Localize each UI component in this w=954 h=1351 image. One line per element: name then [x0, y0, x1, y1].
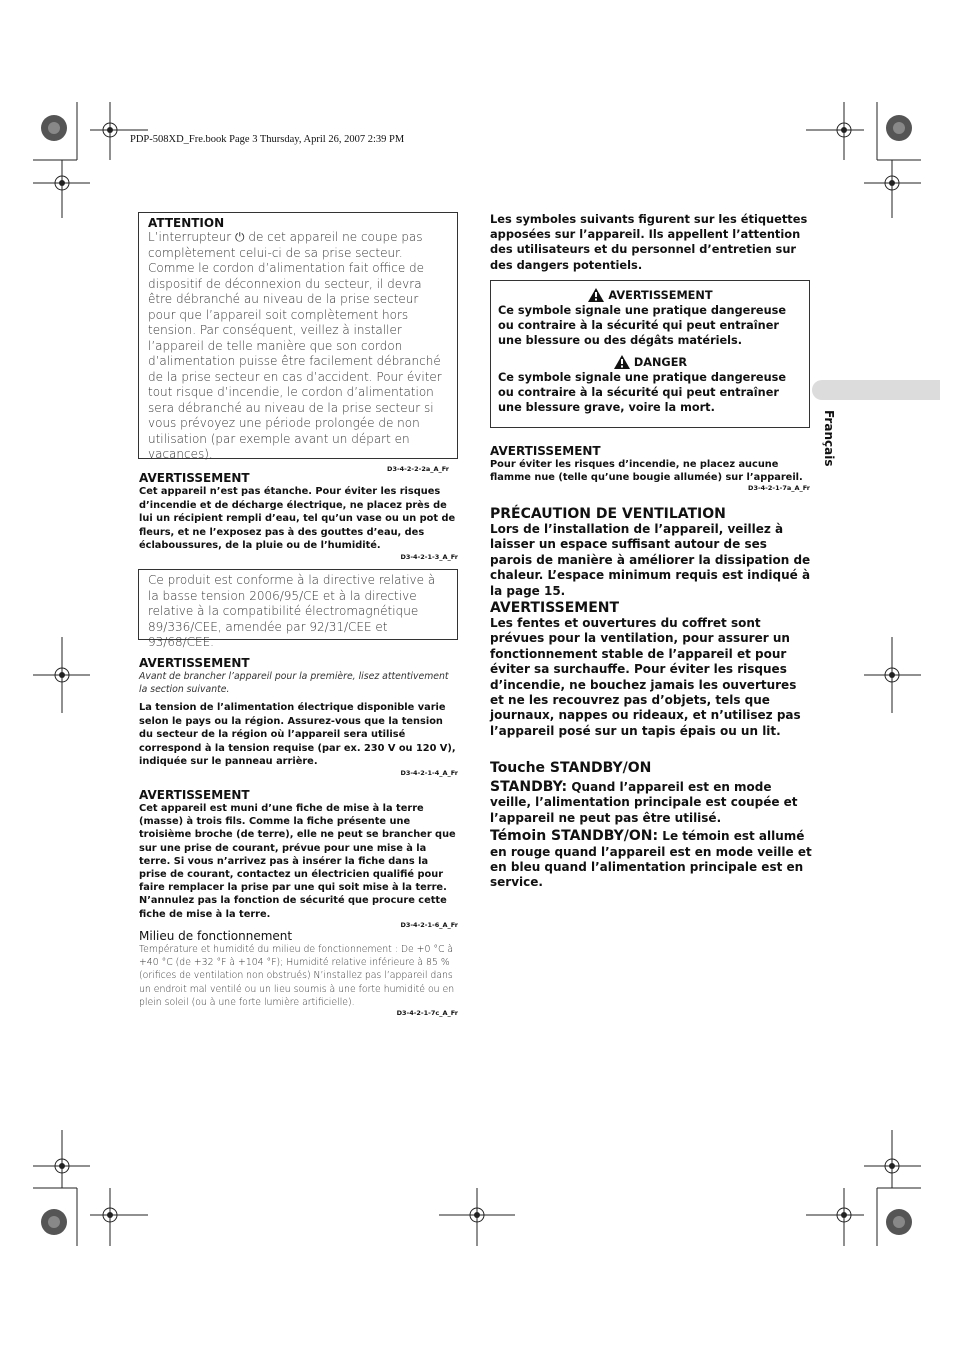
warning-water-ref: D3-4-2-1-3_A_Fr	[400, 552, 458, 561]
warning-ground-title: AVERTISSEMENT	[139, 788, 250, 802]
warning-fire	[490, 444, 810, 492]
ventilation-warning-title: AVERTISSEMENT	[490, 600, 620, 616]
warning-triangle-icon	[588, 288, 604, 302]
environment-ref: D3-4-2-1-7c_A_Fr	[396, 1009, 458, 1018]
warning-symbol-text: Ce symbole signale une pratique dangereuse ou contraire à la sécurité qui peut entraîner une blessure ou des dégâts matériels.	[498, 304, 786, 348]
ventilation-warning-body: Les fentes et ouvertures du coffret sont prévues pour la ventilation, pour assurer un fonctionnement stable de l’appareil et pour éviter sa surchauffe. Pour éviter les risques d’incendie, ne bouchez jamais les ouvertures et ne les recouvrez pas d’objets, tels que journaux, nappes ou rideaux, et n’utilisez pas l’appareil posé sur un tapis épais ou un lit.	[490, 616, 801, 738]
ventilation-warning	[490, 600, 812, 739]
warning-triangle-icon	[614, 355, 630, 369]
page-header: PDP-508XD_Fre.book Page 3 Thursday, April 26, 2007 2:39 PM	[130, 134, 405, 145]
warning-water	[139, 471, 458, 561]
standby-paragraph	[490, 780, 812, 826]
danger-symbol-row	[498, 355, 803, 369]
environment-section	[139, 929, 458, 1017]
ventilation-title: PRÉCAUTION DE VENTILATION	[490, 506, 726, 522]
indicator-text: Le témoin est allumé en rouge quand l’appareil est en mode veille et en bleu quand l’alimentation principale est en service.	[490, 829, 812, 890]
warning-ground-body: Cet appareil est muni d’une fiche de mise à la terre (masse) à trois fils. Comme la fiche présente une troisième broche (de terre), elle ne peut se brancher que sur une prise de courant, prévue pour une mise à la terre. Si vous n’arrivez pas à insérer la fiche dans la prise de courant, contactez un électricien qualifié pour faire remplacer la prise par une qui soit mise à la terre. N’annulez pas la fonction de sécurité que procure cette fiche de mise à la terre.	[139, 803, 456, 920]
indicator-label: Témoin STANDBY/ON:	[490, 828, 659, 845]
warning-water-body: Cet appareil n’est pas étanche. Pour éviter les risques d’incendie et de décharge électrique, ne placez près de lui un récipient rempli d’eau, tel qu’un vase ou un pot de fleurs, et ne l’exposez pas à des gouttes d’eau, des éclaboussures, de la pluie ou de l’humidité.	[139, 486, 456, 551]
ventilation-body: Lors de l’installation de l’appareil, veillez à laisser un espace suffisant autour de ses parois de manière à améliorer la dissipation de chaleur. L’espace minimum requis est indiqué à la page 15.	[490, 522, 811, 598]
standby-text: Quand l’appareil est en mode veille, l’alimentation principale est coupée et l’appareil ne peut pas être utilisé.	[490, 780, 798, 825]
warning-voltage-ref: D3-4-2-1-4_A_Fr	[400, 768, 458, 777]
attention-body: L’interrupteur ⏻ de cet appareil ne coupe pas complètement celui-ci de sa prise secteur. Comme le cordon d’alimentation fait office de dispositif de déconnexion du secteur, il devra être débranché au niveau de la prise secteur pour que l’appareil soit complètement hors tension. Par conséquent, veillez à installer l’appareil de telle manière que son cordon d’alimentation puisse être facilement débranché de la prise secteur en cas d’accident. Pour éviter tout risque d’incendie, le cordon d’alimentation sera débranché au niveau de la prise secteur si vous prévoyez une période prolongée de non utilisation (par exemple avant un départ en vacances).	[148, 230, 442, 461]
indicator-paragraph	[490, 829, 812, 891]
side-tab	[812, 380, 940, 400]
environment-body: Température et humidité du milieu de fonctionnement : De +0 °C à +40 °C (de +32 °F à +104 °F); Humidité relative inférieure à 85 % (orifices de ventilation non obstrués) N’installez pas l’appareil dans un endroit mal ventilé ou un lieu soumis à une forte humidité ou en plein soleil (ou à une forte lumière artificielle).	[139, 944, 455, 1008]
warning-voltage-italic: Avant de brancher l’appareil pour la première, lisez attentivement la section suivante.	[139, 671, 449, 695]
warning-fire-title: AVERTISSEMENT	[490, 444, 601, 458]
language-tab	[818, 410, 838, 470]
directive-body: Ce produit est conforme à la directive relative à la basse tension 2006/95/CE et à la directive relative à la compatibilité électromagnétique 89/336/CEE, amendée par 92/31/CEE et 93/68/CEE.	[148, 573, 436, 649]
warning-voltage	[139, 656, 458, 777]
directive-box	[138, 569, 458, 649]
danger-symbol-text: Ce symbole signale une pratique dangereuse ou contraire à la sécurité qui peut entraîner une blessure grave, voire la mort.	[498, 370, 786, 415]
language-label: Français	[822, 410, 836, 467]
warning-voltage-title: AVERTISSEMENT	[139, 656, 250, 670]
symbols-box	[490, 280, 810, 428]
attention-ref: D3-4-2-2-2a_A_Fr	[387, 464, 449, 473]
warning-fire-body: Pour éviter les risques d’incendie, ne placez aucune flamme nue (telle qu’une bougie allumée) sur l’appareil.	[490, 459, 803, 484]
standby-title: Touche STANDBY/ON	[490, 760, 652, 776]
ventilation-section	[490, 506, 812, 599]
warning-ground-ref: D3-4-2-1-6_A_Fr	[400, 920, 458, 929]
standby-label: STANDBY:	[490, 779, 568, 795]
danger-symbol-label: DANGER	[633, 355, 688, 369]
warning-water-title: AVERTISSEMENT	[139, 471, 250, 485]
warning-symbol-label: AVERTISSEMENT	[608, 289, 713, 302]
warning-voltage-body: La tension de l’alimentation électrique disponible varie selon le pays ou la région. Assurez-vous que la tension du secteur de la région où l’appareil sera utilisé correspond à la tension requise (par ex. 230 V ou 120 V), indiquée sur le panneau arrière.	[139, 702, 456, 767]
warning-fire-ref: D3-4-2-1-7a_A_Fr	[748, 484, 810, 493]
attention-box	[138, 212, 458, 473]
environment-title: Milieu de fonctionnement	[139, 929, 293, 943]
attention-title: ATTENTION	[148, 216, 225, 230]
standby-section	[490, 760, 812, 891]
warning-symbol-row	[498, 288, 803, 302]
symbols-intro: Les symboles suivants figurent sur les étiquettes apposées sur l’appareil. Ils appellent l’attention des utilisateurs et du personnel d’entretien sur des dangers potentiels.	[490, 212, 808, 272]
warning-ground	[139, 788, 458, 929]
